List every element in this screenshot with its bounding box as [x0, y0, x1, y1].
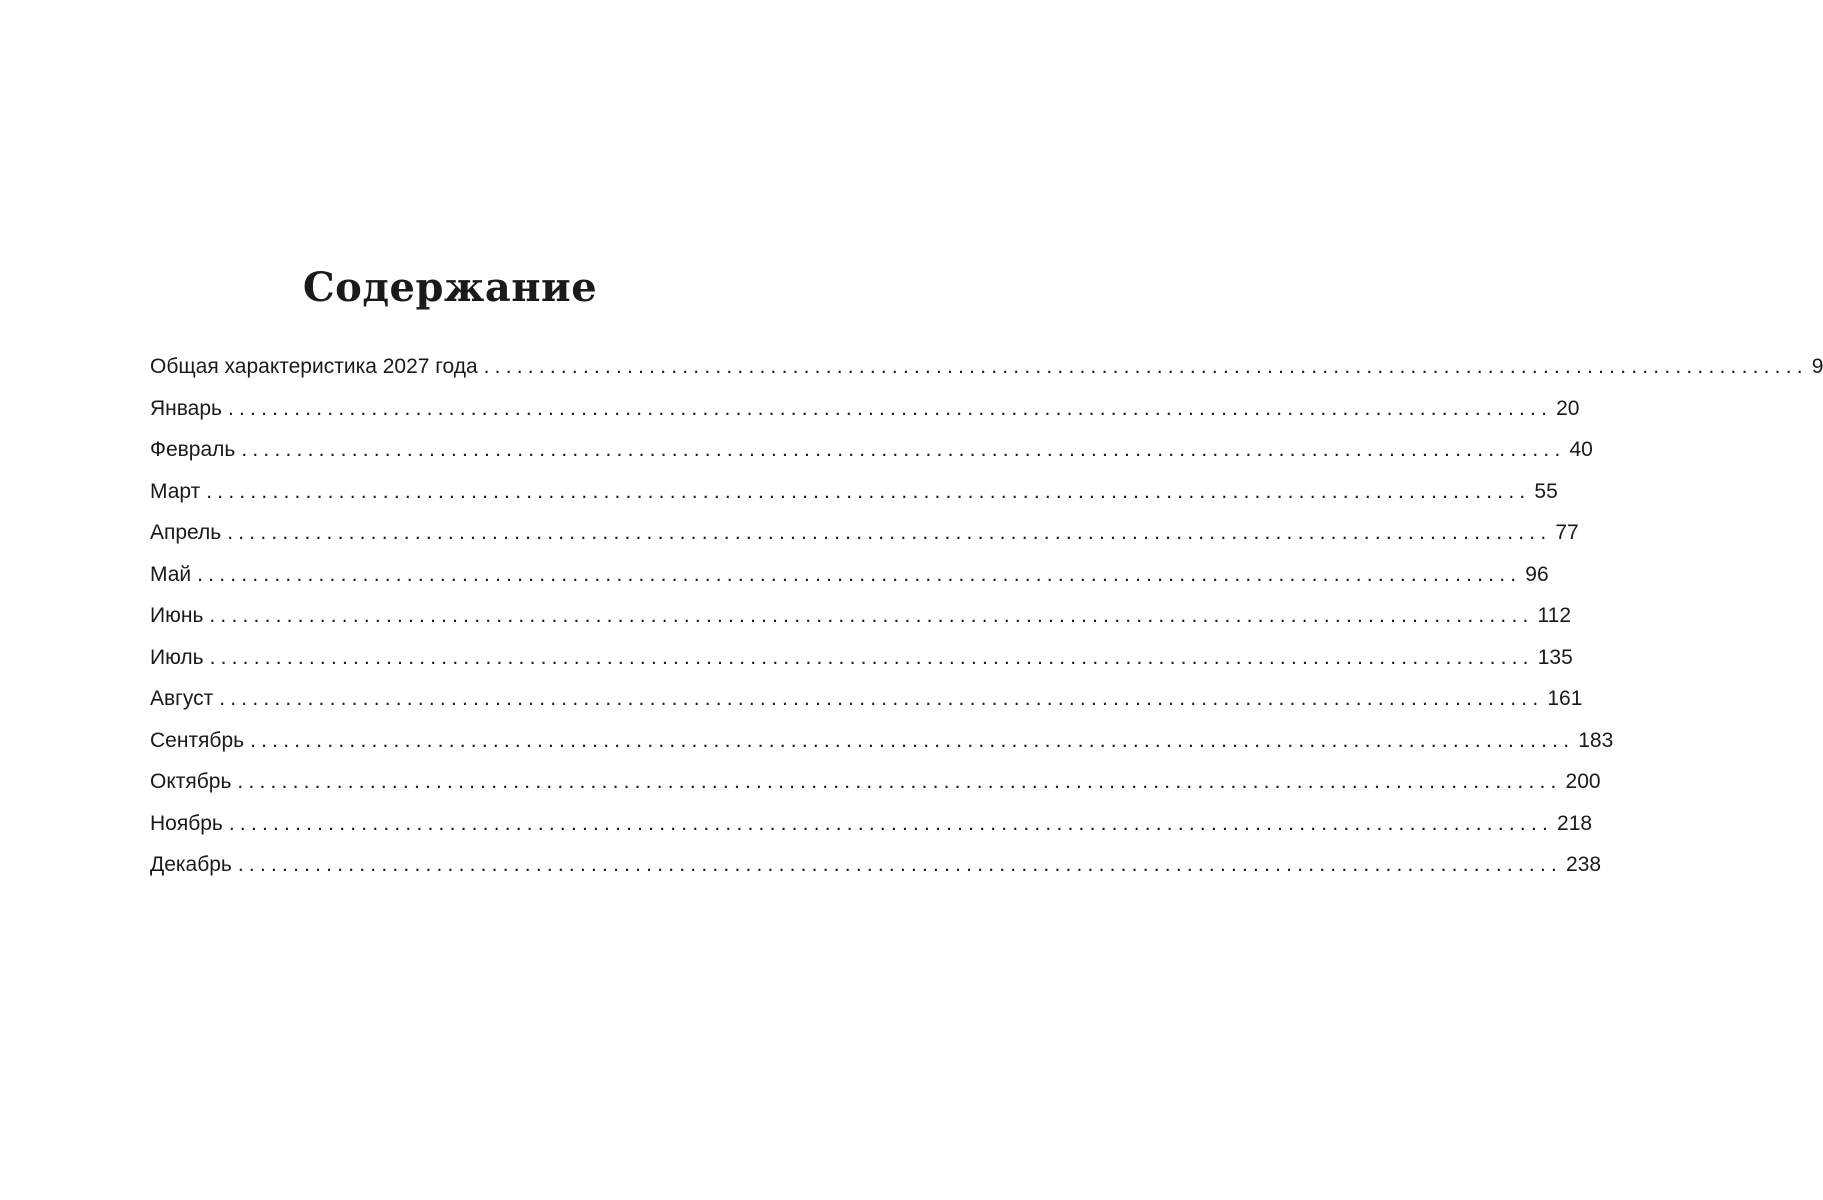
toc-entry-march[interactable]: [150, 471, 1558, 513]
dot-leader: ........................................................................................................................: [228, 811, 1554, 835]
toc-entry-label: Общая характеристика 2027 года: [150, 355, 478, 378]
dot-leader: ........................................................................................................................: [250, 728, 1575, 752]
toc-entry-page: 9: [1811, 355, 1823, 378]
toc-entry-page: 77: [1555, 521, 1579, 544]
toc-entry-label: Август: [150, 687, 214, 710]
toc-entry-label: Декабрь: [150, 853, 232, 876]
toc-entry-page: 161: [1547, 687, 1583, 710]
dot-leader: ........................................................................................................................: [197, 562, 1522, 586]
toc-entry-june[interactable]: [150, 595, 1572, 637]
dot-leader: ........................................................................................................................: [227, 521, 1552, 544]
toc-entry-february[interactable]: [150, 429, 1593, 471]
toc-entry-may[interactable]: [150, 554, 1549, 596]
toc-entry-label: Июнь: [150, 604, 204, 627]
toc-entry-page: 20: [1556, 396, 1580, 420]
toc-entry-december[interactable]: [150, 844, 1602, 886]
toc-entry-label: Февраль: [150, 438, 236, 461]
toc-entry-page: 135: [1537, 645, 1573, 669]
toc-entry-january[interactable]: [150, 388, 1580, 430]
toc-entry-label: Январь: [150, 396, 222, 420]
toc-entry-page: 40: [1569, 438, 1593, 461]
toc-entry-page: 200: [1565, 770, 1601, 793]
toc-entry-page: 238: [1566, 853, 1602, 876]
toc-entry-september[interactable]: [150, 720, 1614, 762]
dot-leader: ........................................................................................................................: [237, 770, 1562, 793]
toc-entry-label: Март: [150, 479, 201, 503]
dot-leader: ........................................................................................................................: [483, 355, 1808, 378]
toc-entry-label: Апрель: [150, 521, 222, 544]
toc-entry-november[interactable]: [150, 803, 1593, 845]
toc-entry-page: 55: [1534, 479, 1558, 503]
toc-entry-july[interactable]: [150, 637, 1573, 679]
toc-entry-april[interactable]: [150, 512, 1579, 554]
toc-entry-page: 96: [1525, 562, 1549, 586]
toc-entry-page: 112: [1537, 604, 1572, 627]
dot-leader: ........................................................................................................................: [206, 479, 1531, 503]
toc-entry-october[interactable]: [150, 761, 1601, 803]
dot-leader: ........................................................................................................................: [241, 438, 1566, 461]
toc-entry-label: Май: [150, 562, 192, 586]
toc-entry-label: Июль: [150, 645, 204, 669]
toc-entry-label: Сентябрь: [150, 728, 245, 752]
toc-entry-label: Октябрь: [150, 770, 232, 793]
toc-entry-general[interactable]: [150, 346, 1823, 388]
toc-entry-page: 183: [1578, 728, 1614, 752]
dot-leader: ........................................................................................................................: [237, 853, 1563, 876]
dot-leader: ........................................................................................................................: [209, 604, 1534, 627]
page-title: Содержание: [302, 264, 598, 311]
toc-entry-label: Ноябрь: [150, 811, 223, 835]
dot-leader: ........................................................................................................................: [209, 645, 1534, 669]
dot-leader: ........................................................................................................................: [227, 396, 1553, 420]
toc-entry-august[interactable]: [150, 678, 1583, 720]
dot-leader: ........................................................................................................................: [219, 687, 1544, 710]
table-of-contents: [150, 346, 1823, 886]
toc-entry-page: 218: [1557, 811, 1593, 835]
